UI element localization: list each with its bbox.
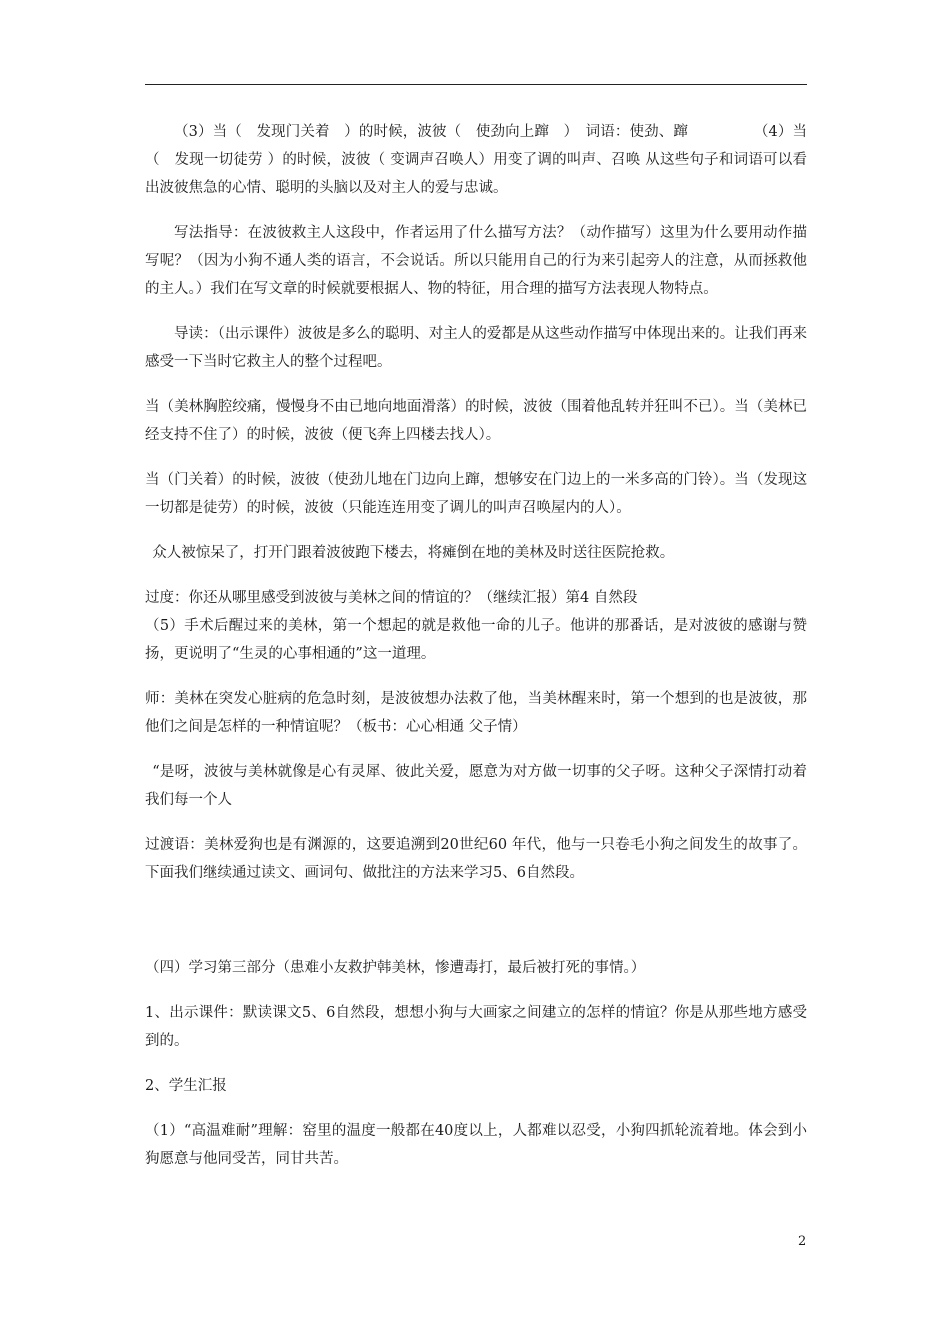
paragraph: 师：美林在突发心脏病的危急时刻，是波彼想办法救了他，当美林醒来时，第一个想到的也是波彼，那他们之间是怎样的一种情谊呢？（板书：心心相通 父子情） bbox=[145, 691, 807, 735]
paragraph: 2、学生汇报 bbox=[145, 1078, 227, 1094]
paragraph: （1）“高温难耐”理解：窑里的温度一般都在40度以上，人都难以忍受，小狗四抓轮流着地。体会到小狗愿意与他同受苦，同甘共苦。 bbox=[145, 1123, 807, 1167]
section-heading: （四）学习第三部分（患难小友救护韩美林，惨遭毒打，最后被打死的事情。） bbox=[145, 960, 646, 976]
paragraph: 当（美林胸腔绞痛，慢慢身不由已地向地面滑落）的时候，波彼（围着他乱转并狂叫不已）。当（美林已经支持不住了）的时候，波彼（便飞奔上四楼去找人）。 bbox=[145, 399, 807, 443]
paragraph: 过度：你还从哪里感受到波彼与美林之间的情谊的？（继续汇报）第4 自然段 bbox=[145, 590, 638, 606]
paragraph: （5）手术后醒过来的美林，第一个想起的就是救他一命的儿子。他讲的那番话，是对波彼的感谢与赞扬，更说明了“生灵的心事相通的”这一道理。 bbox=[145, 618, 807, 662]
paragraph: 众人被惊呆了，打开门跟着波彼跑下楼去，将瘫倒在地的美林及时送往医院抢救。 bbox=[152, 545, 675, 561]
section-gap bbox=[145, 904, 807, 954]
document-body bbox=[145, 118, 807, 1190]
paragraph: 导读：（出示课件）波彼是多么的聪明、对主人的爱都是从这些动作描写中体现出来的。让我们再来感受一下当时它救主人的整个过程吧。 bbox=[145, 326, 807, 370]
paragraph: “是呀，波彼与美林就像是心有灵犀、彼此关爱，愿意为对方做一切事的父子呀。这种父子深情打动着我们每一个人 bbox=[145, 764, 807, 808]
paragraph: （3）当（ 发现门关着 ）的时候，波彼（ 使劲向上蹿 ） 词语：使劲、蹿 （4）当（ 发现一切徒劳 ）的时候，波彼（ 变调声召唤人）用变了调的叫声、召唤 从这些句子和词语可以看出波彼焦急的心情、聪明的头脑以及对主人的爱与忠诚。 bbox=[145, 124, 807, 196]
paragraph: 写法指导：在波彼救主人这段中，作者运用了什么描写方法？（动作描写）这里为什么要用动作描写呢？（因为小狗不通人类的语言，不会说话。所以只能用自己的行为来引起旁人的注意，从而拯救他的主人。）我们在写文章的时候就要根据人、物的特征，用合理的描写方法表现人物特点。 bbox=[145, 225, 807, 297]
paragraph: 当（门关着）的时候，波彼（使劲儿地在门边向上蹿，想够安在门边上的一米多高的门铃）。当（发现这一切都是徒劳）的时候，波彼（只能连连用变了调儿的叫声召唤屋内的人）。 bbox=[145, 472, 807, 516]
paragraph: 1、出示课件：默读课文5、6自然段，想想小狗与大画家之间建立的怎样的情谊？你是从那些地方感受到的。 bbox=[145, 1005, 807, 1049]
header-rule bbox=[145, 84, 807, 85]
page-number: 2 bbox=[798, 1234, 807, 1249]
paragraph: 过渡语：美林爱狗也是有渊源的，这要追溯到20世纪60 年代，他与一只卷毛小狗之间发生的故事了。下面我们继续通过读文、画词句、做批注的方法来学习5、6自然段。 bbox=[145, 837, 807, 881]
